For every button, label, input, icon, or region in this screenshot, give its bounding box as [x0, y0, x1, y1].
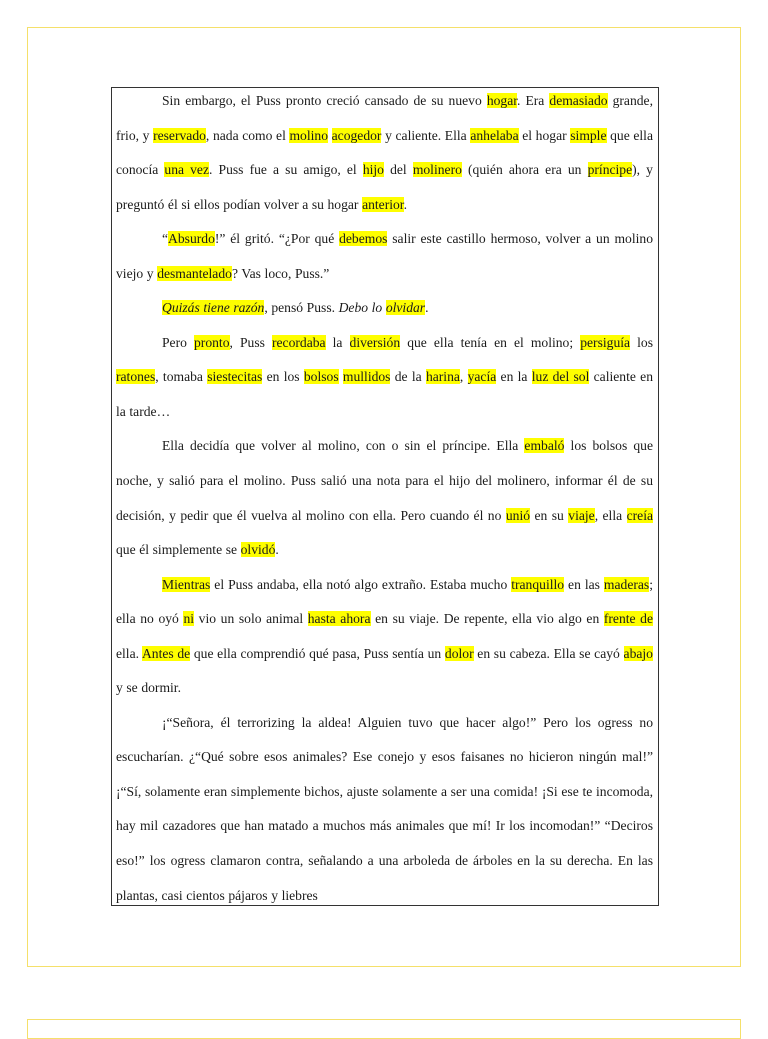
highlighted-word: diversión [349, 334, 401, 350]
highlighted-word: molinero [412, 162, 462, 178]
highlighted-word: persiguía [580, 334, 631, 350]
text-run: el hogar [518, 127, 571, 143]
text-run: , pensó Puss. [264, 300, 339, 316]
highlighted-word: olvidar [385, 300, 426, 316]
highlighted-word: bolsos [303, 369, 339, 385]
text-run: los [630, 334, 653, 350]
highlighted-word: hasta ahora [307, 611, 371, 627]
paragraph [116, 326, 653, 430]
paragraph [116, 568, 653, 706]
highlighted-word: viaje [568, 507, 595, 523]
highlighted-word: Antes de [141, 645, 191, 661]
highlighted-word: ratones [116, 369, 156, 385]
text-run: que ella conocía [116, 127, 653, 178]
text-box [111, 87, 659, 906]
text-run: los bolsos que noche, y salió para el molino. Puss salió una nota para el hijo del molinero, informar él de su decisión, y pedir que él vuelva al molino con ella. Pero cuando él no [116, 438, 653, 523]
highlighted-word: pronto [194, 334, 230, 350]
text-run: , nada como el [205, 127, 290, 143]
text-run: la [325, 334, 350, 350]
highlighted-word: olvidó [240, 542, 276, 558]
highlighted-word: Absurdo [168, 231, 215, 247]
highlighted-word: Mientras [162, 576, 211, 592]
highlighted-word: abajo [623, 645, 653, 661]
text-run: “ [162, 231, 169, 247]
text-run: en su cabeza. Ella se cayó [473, 645, 624, 661]
text-run: , Puss [229, 334, 272, 350]
highlighted-word: hogar [486, 93, 518, 108]
highlighted-word: unió [505, 507, 531, 523]
highlighted-word: luz del sol [531, 369, 590, 385]
paragraph [116, 291, 653, 326]
paragraph [116, 222, 653, 291]
text-run: Sin embargo, el Puss pronto creció cansado de su nuevo [162, 93, 487, 108]
highlighted-word: siestecitas [207, 369, 263, 385]
paragraph [116, 706, 653, 906]
highlighted-word: hijo [362, 162, 384, 178]
text-run: !” él gritó. “¿Por qué [214, 231, 340, 247]
text-run: . [275, 542, 279, 558]
paragraph [116, 429, 653, 567]
text-run: , ella [594, 507, 627, 523]
highlighted-word: creía [626, 507, 653, 523]
highlighted-word: mullidos [342, 369, 391, 385]
text-run: del [383, 162, 413, 178]
text-run: en los [262, 369, 304, 385]
text-run: , tomaba [155, 369, 208, 385]
text-run: en su viaje. De repente, ella vio algo en [370, 611, 604, 627]
text-run: Ella decidía que volver al molino, con o sin el príncipe. Ella [162, 438, 525, 454]
highlighted-word: yacía [467, 369, 497, 385]
text-run: vio un solo animal [194, 611, 308, 627]
highlighted-word: maderas [603, 576, 650, 592]
highlighted-word: ni [183, 611, 195, 627]
text-run: ; ella no oyó [116, 576, 653, 627]
highlighted-word: reservado [153, 127, 206, 143]
highlighted-word: Quizás tiene razón [162, 300, 265, 316]
highlighted-word: molino [289, 127, 329, 143]
text-run: en la [496, 369, 532, 385]
text-run: ¡“Señora, él terrorizing la aldea! Alguien tuvo que hacer algo!” Pero los ogress no escucharían. ¿“Qué sobre esos animales? Ese conejo y esos faisanes no hicieron ningún mal!” ¡“Sí, solamente eran simplemente bichos, ajuste solamente a ser una comida! ¡Si ese te incomoda, hay mil cazadores que han matado a muchos más animales que mí! Ir los incomodan!” “Deciros eso!” los ogress clamaron contra, señalando a una arboleda de árboles en la su derecha. En las plantas, casi cientos pájaros y liebres [116, 714, 653, 903]
paragraph [116, 87, 653, 222]
text-run: el Puss andaba, ella notó algo extraño. Estaba mucho [210, 576, 512, 592]
highlighted-word: desmantelado [157, 265, 232, 281]
highlighted-word: príncipe [587, 162, 633, 178]
text-run: que ella comprendió qué pasa, Puss sentía un [190, 645, 445, 661]
text-run: caliente en la tarde… [116, 369, 654, 419]
highlighted-word: tranquillo [511, 576, 565, 592]
text-run: grande, frio, y [116, 93, 653, 143]
text-run: de la [390, 369, 426, 385]
text-run: y caliente. Ella [381, 127, 471, 143]
highlighted-word: acogedor [331, 127, 382, 143]
text-run: ella. [116, 645, 142, 661]
text-run: y se dormir. [116, 680, 181, 696]
highlighted-word: recordaba [271, 334, 326, 350]
highlighted-word: anhelaba [470, 127, 519, 143]
highlighted-word: simple [570, 127, 607, 143]
text-run: que ella tenía en el molino; [400, 334, 581, 350]
text-run: Debo lo [338, 300, 386, 316]
highlighted-word: demasiado [549, 93, 608, 108]
text-run: . Puss fue a su amigo, el [209, 162, 363, 178]
text-run: ), y preguntó él si ellos podían volver a su hogar [116, 162, 653, 212]
text-run: Pero [162, 334, 194, 350]
text-run: . [425, 300, 429, 316]
text-run: ? Vas loco, Puss.” [231, 265, 330, 281]
next-page-frame [27, 1019, 741, 1039]
highlighted-word: debemos [339, 231, 388, 247]
text-run: . Era [517, 93, 550, 108]
highlighted-word: frente de [603, 611, 654, 627]
text-run: que él simplemente se [116, 542, 241, 558]
highlighted-word: una vez [164, 162, 209, 178]
highlighted-word: dolor [444, 645, 474, 661]
highlighted-word: harina [425, 369, 460, 385]
text-run: (quién ahora era un [461, 162, 588, 178]
text-run: en las [564, 576, 604, 592]
text-run: , [459, 369, 468, 385]
highlighted-word: embaló [524, 438, 565, 454]
highlighted-word: anterior [362, 196, 404, 212]
text-run: . [403, 196, 407, 212]
text-run: en su [530, 507, 569, 523]
text-run: salir este castillo hermoso, volver a un molino viejo y [116, 231, 653, 281]
